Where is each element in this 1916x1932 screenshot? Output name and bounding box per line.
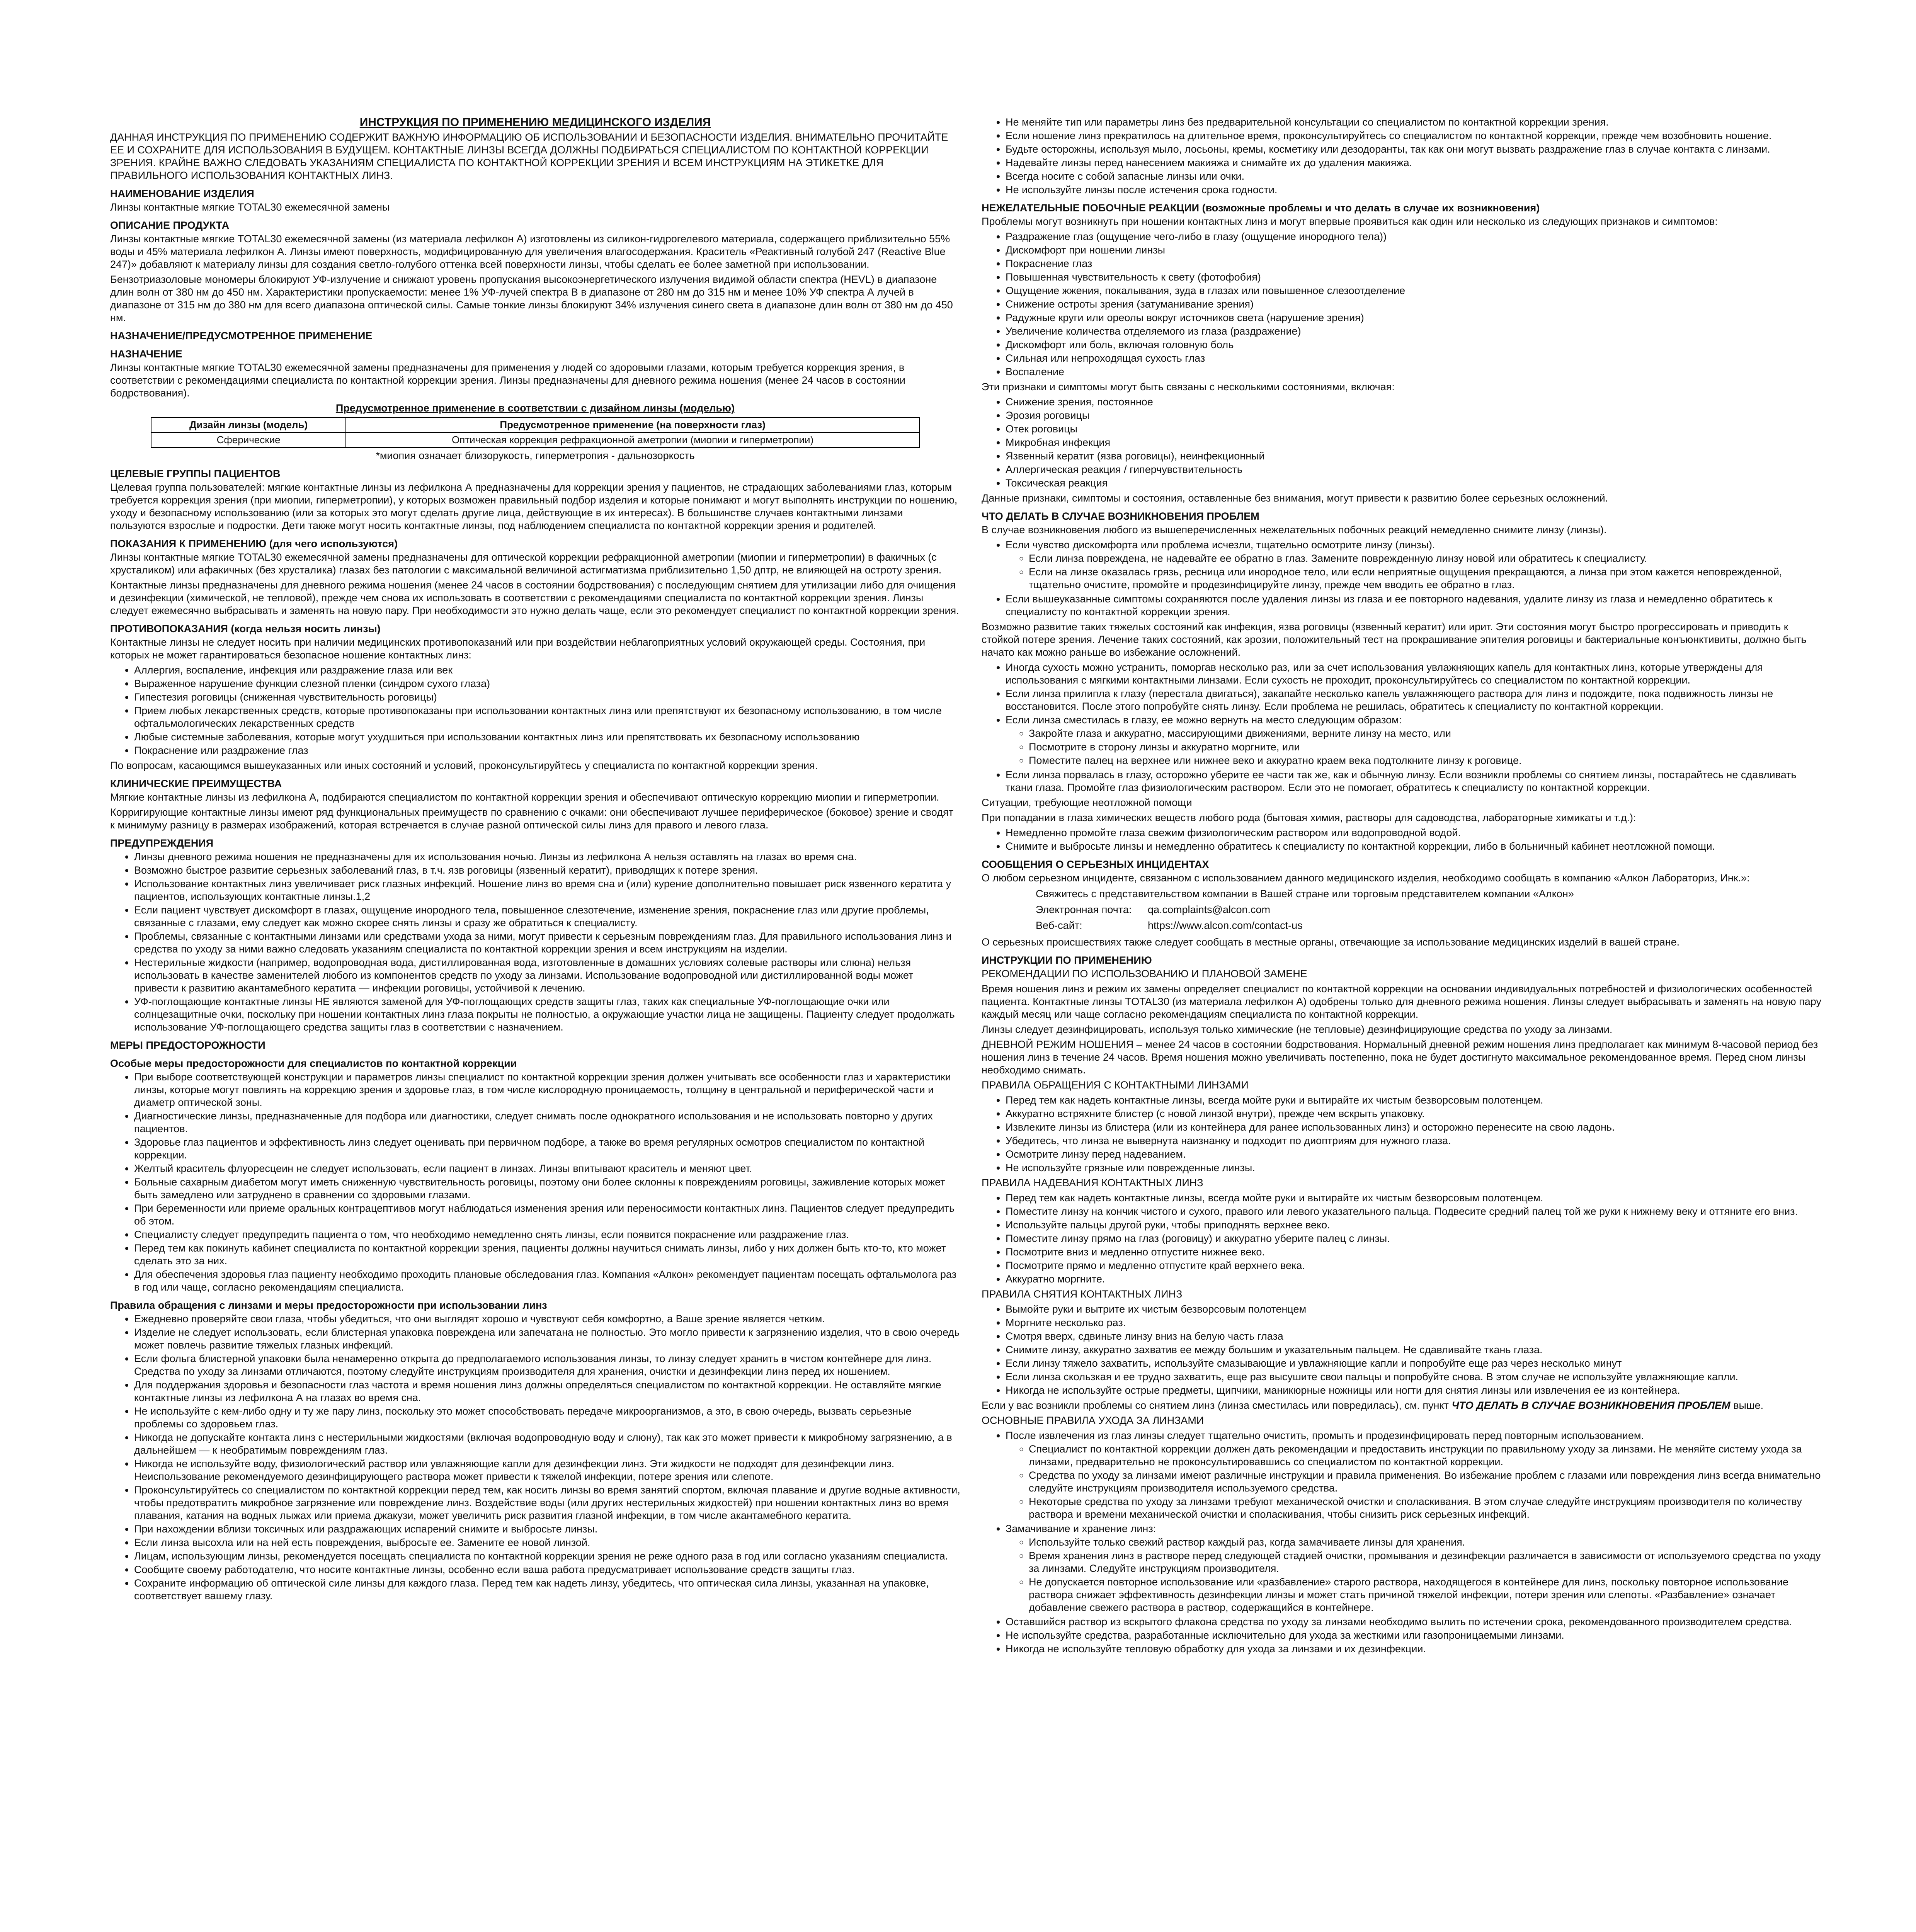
what-to-do-list-2 <box>982 661 1824 794</box>
target-groups-heading: ЦЕЛЕВЫЕ ГРУППЫ ПАЦИЕНТОВ <box>110 468 281 480</box>
list-item: • Аллергия, воспаление, инфекция или раздражение глаза или век <box>134 664 960 677</box>
usage-p1: Время ношения линз и режим их замены определяет специалист по контактной коррекции на основании индивидуальных потребностей и физиологических особенностей пациента. Контактные линзы TOTAL30 (из материала лефилкон А) одобрены только для дневного режима ношения. Линзы следует выбрасывать и заменять на новую пару каждый месяц или чаще согласно рекомендациям специалиста по контактной коррекции. <box>982 983 1821 1020</box>
usage-subheading: РЕКОМЕНДАЦИИ ПО ИСПОЛЬЗОВАНИЮ И ПЛАНОВОЙ ЗАМЕНЕ <box>982 968 1307 980</box>
list-item: • Если вышеуказанные симптомы сохраняются после удаления линзы из глаза и ее повторного надевания, удалите линзу из глаза и немедленно обратитесь к специалисту по контактной коррекции зрения. <box>1006 593 1824 618</box>
removal-problem-note <box>982 1399 1824 1412</box>
right-column <box>982 116 1824 1658</box>
list-item: • Отек роговицы <box>1006 423 1824 435</box>
rules-insert-heading: ПРАВИЛА НАДЕВАНИЯ КОНТАКТНЫХ ЛИНЗ <box>982 1177 1203 1189</box>
list-item: • Если линза порвалась в глазу, осторожно уберите ее части так же, как и обычную линзу. Если возникли проблемы со снятием линзы, постарайтесь не сдавливать ткани глаза. Промойте глаз физиологическим раствором. Если это не помогает, обратитесь к специалисту по контактной коррекции. <box>1006 769 1824 794</box>
list-item: • Радужные круги или ореолы вокруг источников света (нарушение зрения) <box>1006 311 1824 324</box>
list-item-text: Если чувство дискомфорта или проблема исчезли, тщательно осмотрите линзу (линзы). <box>1006 539 1435 551</box>
table-header-use: Предусмотренное применение (на поверхности глаз) <box>346 417 919 432</box>
table-caption: Предусмотренное применение в соответствии с дизайном линзы (моделью) <box>335 402 735 414</box>
list-item: • Специалисту следует предупредить пациента о том, что необходимо немедленно снять линзы, если появится покраснение или раздражение глаз. <box>134 1228 960 1241</box>
list-item: • Дискомфорт при ношении линзы <box>1006 244 1824 257</box>
rules-handling-list <box>982 1094 1824 1174</box>
precautions-list <box>110 1071 960 1294</box>
handling-heading: Правила обращения с линзами и меры предосторожности при использовании линз <box>110 1299 547 1311</box>
precautions-subheading: Особые меры предосторожности для специалистов по контактной коррекции <box>110 1058 517 1069</box>
list-item: ◦ Не допускается повторное использование или «разбавление» старого раствора, находящегося в контейнере для линз, поскольку повторное использование раствора снижает эффективность дезинфекции линзы и может стать причиной тяжелой инфекции, потери зрения или слепоты. «Разбавление» означает добавление свежего раствора в раствор, содержащийся в контейнере. <box>1029 1576 1824 1614</box>
list-item: • Посмотрите прямо и медленно отпустите край верхнего века. <box>1006 1259 1824 1272</box>
description-heading: ОПИСАНИЕ ПРОДУКТА <box>110 219 230 231</box>
list-item: • При нахождении вблизи токсичных или раздражающих испарений снимите и выбросьте линзы. <box>134 1523 960 1536</box>
rules-handling-heading: ПРАВИЛА ОБРАЩЕНИЯ С КОНТАКТНЫМИ ЛИНЗАМИ <box>982 1079 1249 1091</box>
list-item: • Поместите линзу на кончик чистого и сухого, правого или левого указательного пальца. Подвесите средний палец той же руки к нижнему веку и оттяните его вниз. <box>1006 1205 1824 1218</box>
purpose-text: Линзы контактные мягкие TOTAL30 ежемесячной замены предназначены для применения у людей со здоровыми глазами, которым требуется коррекция зрения, в соответствии с рекомендациями специалиста по контактной коррекции зрения. Линзы предназначены для дневного режима ношения (менее 24 часов в состоянии бодрствования). <box>110 362 905 399</box>
description-p2: Бензотриазоловые мономеры блокируют УФ-излучение и снижают уровень пропускания высокоэнергетического излучения видимой области спектра (HEVL) в диапазоне длин волн от 380 нм до 450 нм. Характеристики пропускаемости: менее 1% УФ-лучей спектра В в диапазоне от 280 нм до 315 нм и менее 10% УФ спектра А лучей в диапазоне от 315 нм до 380 нм для всего диапазона оптической силы. Самые тонкие линзы блокируют 34% излучения синего света в диапазоне длин волн от 380 нм до 450 нм. <box>110 274 953 323</box>
sub-list <box>1006 727 1824 767</box>
table-note: *миопия означает близорукость, гиперметропия - дальнозоркость <box>376 450 695 461</box>
list-item: • При выборе соответствующей конструкции и параметров линзы специалист по контактной коррекции зрения должен учитывать все особенности глаз и характеристики линзы, которые могут повлиять на коррекцию зрения и здоровье глаз, в том числе кислородную проницаемость, толщину в центральной и периферической части и диаметр оптической зоны. <box>134 1071 960 1109</box>
list-item: • Если линза высохла или на ней есть повреждения, выбросьте ее. Замените ее новой линзой. <box>134 1536 960 1549</box>
list-item: • Покраснение или раздражение глаз <box>134 744 960 757</box>
contraindications-text: Контактные линзы не следует носить при наличии медицинских противопоказаний или при воздействии неблагоприятных условий окружающей среды. Состояния, при которых не может гарантироваться безопасное ношение контактных линз: <box>110 636 926 661</box>
conditions-list <box>982 396 1824 490</box>
precautions-heading: МЕРЫ ПРЕДОСТОРОЖНОСТИ <box>110 1039 265 1051</box>
list-item: • Смотря вверх, сдвиньте линзу вниз на белую часть глаза <box>1006 1330 1824 1343</box>
list-item: ◦ Закройте глаза и аккуратно, массирующими движениями, верните линзу на место, или <box>1029 727 1824 740</box>
removal-problem-reference: ЧТО ДЕЛАТЬ В СЛУЧАЕ ВОЗНИКНОВЕНИЯ ПРОБЛЕМ <box>1451 1400 1731 1411</box>
list-item: • Прием любых лекарственных средств, которые противопоказаны при использовании контактных линз или препятствуют их безопасному использованию, в том числе офтальмологических лекарственных средств <box>134 704 960 730</box>
list-item: ◦ Поместите палец на верхнее или нижнее веко и аккуратно краем века подтолкните линзу к роговице. <box>1029 754 1824 767</box>
table-cell-design: Сферические <box>151 432 346 447</box>
list-item: • Оставшийся раствор из вскрытого флакона средства по уходу за линзами необходимо вылить по истечении срока, рекомендованного производителем средства. <box>1006 1616 1824 1628</box>
indications-p2: Контактные линзы предназначены для дневного режима ношения (менее 24 часов в состоянии бодрствования) с последующим снятием для утилизации либо для очищения и дезинфекции (химической, не тепловой), прежде чем снова их использовать в соответствии с рекомендациями специалиста по контактной коррекции зрения. Линзы следует ежемесячно выбрасывать и заменять на новую пару. При необходимости это нужно делать чаще, если это рекомендует специалист по контактной коррекции зрения. <box>110 579 959 616</box>
list-item: • Воспаление <box>1006 366 1824 378</box>
list-item: • Язвенный кератит (язва роговицы), неинфекционный <box>1006 450 1824 463</box>
list-item: ◦ Некоторые средства по уходу за линзами требуют механической очистки и споласкивания. В этом случае следуйте инструкциям производителя по количеству раствора и времени механической очистки и споласкивания, чтобы снизить риск серьезных инфекций. <box>1029 1495 1824 1521</box>
adverse-list <box>982 230 1824 378</box>
sub-list <box>1006 1443 1824 1521</box>
email-link[interactable]: qa.complaints@alcon.com <box>1148 904 1271 915</box>
list-item: • Снижение остроты зрения (затуманивание зрения) <box>1006 298 1824 311</box>
list-item: • Больные сахарным диабетом могут иметь сниженную чувствительность роговицы, поэтому они более склонны к повреждениям роговицы, заживление которых может быть замедлено или затруднено в сравнении со здоровыми глазами. <box>134 1176 960 1201</box>
list-item: • Сообщите своему работодателю, что носите контактные линзы, особенно если ваша работа предусматривает использование средств защиты глаз. <box>134 1563 960 1576</box>
list-item: ◦ Используйте только свежий раствор каждый раз, когда замачиваете линзы для хранения. <box>1029 1536 1824 1549</box>
list-item: • Перед тем как надеть контактные линзы, всегда мойте руки и вытирайте их чистым безворсовым полотенцем. <box>1006 1094 1824 1107</box>
list-item: • Аллергическая реакция / гиперчувствительность <box>1006 463 1824 476</box>
list-item: • Токсическая реакция <box>1006 477 1824 490</box>
list-item: • Нестерильные жидкости (например, водопроводная вода, дистиллированная вода, изготовленные в домашних условиях солевые растворы или слюна) нельзя использовать в качестве заменителей любого из компонентов средств по уходу за линзами. Использование водопроводной или дистиллированной воды может привести к развитию акантамебного кератита — инфекции роговицы, устойчивой к лечению. <box>134 956 960 995</box>
email-label: Электронная почта: <box>1036 904 1132 915</box>
removal-problem-text: Если у вас возникли проблемы со снятием линз (линза сместилась или повредилась), см. пункт <box>982 1400 1449 1411</box>
care-heading: ОСНОВНЫЕ ПРАВИЛА УХОДА ЗА ЛИНЗАМИ <box>982 1415 1204 1426</box>
serious-conditions-text: Возможно развитие таких тяжелых состояний как инфекция, язва роговицы (язвенный кератит) или ирит. Эти состояния могут быстро прогрессировать и приводить к стойкой потере зрения. Лечение таких состояний, как эрозии, положительный тест на прокрашивание эпителия роговицы и бактериальные конъюнктивиты, должно быть начато как можно раньше во избежание осложнений. <box>982 621 1807 658</box>
adverse-text: Проблемы могут возникнуть при ношении контактных линз и могут впервые проявиться как один или несколько из следующих признаков и симптомов: <box>982 216 1718 227</box>
incidents-footer: О серьезных происшествиях также следует сообщать в местные органы, отвечающие за использование медицинских изделий в вашей стране. <box>982 936 1680 948</box>
usage-p3: ДНЕВНОЙ РЕЖИМ НОШЕНИЯ – менее 24 часов в состоянии бодрствования. Нормальный дневной режим ношения линз предполагает как минимум 8-часовой период без ношения линз в течение 24 часов. Время ношения можно увеличивать постепенно, пока не будет достигнуто максимальное рекомендованное время. Перед сном линзы необходимо снимать. <box>982 1039 1818 1076</box>
list-item: • Сильная или непроходящая сухость глаз <box>1006 352 1824 365</box>
list-item: • Микробная инфекция <box>1006 436 1824 449</box>
list-item: • Ощущение жжения, покалывания, зуда в глазах или повышенное слезоотделение <box>1006 284 1824 297</box>
table-header-row <box>151 417 919 432</box>
list-item: • Желтый краситель флуоресцеин не следует использовать, если пациент в линзах. Линзы впитывают краситель и меняют цвет. <box>134 1162 960 1175</box>
list-item: • Не используйте с кем-либо одну и ту же пару линз, поскольку это может способствовать передаче микроорганизмов, а это, в свою очередь, вызвать серьезные проблемы со здоровьем глаз. <box>134 1405 960 1430</box>
list-item: ◦ Время хранения линз в растворе перед следующей стадией очистки, промывания и дезинфекции различается в зависимости от используемого средства по уходу за линзами. Следуйте инструкциям производителя. <box>1029 1549 1824 1575</box>
name-text: Линзы контактные мягкие TOTAL30 ежемесячной замены <box>110 201 390 213</box>
list-item <box>1006 714 1824 767</box>
list-item: • Осмотрите линзу перед надеванием. <box>1006 1148 1824 1161</box>
adverse-footer: Данные признаки, симптомы и состояния, оставленные без внимания, могут привести к развитию более серьезных осложнений. <box>982 492 1608 504</box>
purpose-heading: НАЗНАЧЕНИЕ/ПРЕДУСМОТРЕННОЕ ПРИМЕНЕНИЕ <box>110 330 373 342</box>
list-item: • УФ-поглощающие контактные линзы НЕ являются заменой для УФ-поглощающих средств защиты глаз, таких как специальные УФ-поглощающие очки или солнцезащитные очки, поскольку при ношении контактных линз глаза покрыты не полностью, а окружающие участки лица не защищены. Пациенту следует продолжать использование УФ-поглощающего средства защиты глаз в соответствии с назначением. <box>134 995 960 1034</box>
handling-list-continued <box>982 116 1824 196</box>
description-p1: Линзы контактные мягкие TOTAL30 ежемесячной замены (из материала лефилкон А) изготовлены из силикон-гидрогелевого материала, содержащего приблизительно 55% воды и 45% материала лефилкон А. Линзы имеют поверхность, модифицированную для увеличения влагосодержания. Краситель «Реактивный голубой 247 (Reactive Blue 247)» добавляют к материалу линзы для создания светло-голубого оттенка всей поверхности линзы, чтобы сделать ее более заметной при использовании. <box>110 233 950 270</box>
list-item: ◦ Посмотрите в сторону линзы и аккуратно моргните, или <box>1029 741 1824 753</box>
urgent-text: При попадании в глаза химических веществ любого рода (бытовая химия, растворы для садоводства, лабораторные химикаты и т.д.): <box>982 812 1636 823</box>
website-row <box>1036 919 1824 932</box>
list-item: ◦ Если линза повреждена, не надевайте ее обратно в глаз. Замените поврежденную линзу новой или обратитесь к специалисту. <box>1029 552 1824 565</box>
table-row <box>151 432 919 447</box>
sub-list <box>1006 1536 1824 1614</box>
list-item: • Использование контактных линз увеличивает риск глазных инфекций. Ношение линз во время сна и (или) курение дополнительно повышает риск язвенного кератита у пациентов, использующих контактные линзы.1,2 <box>134 878 960 903</box>
list-item-text: Замачивание и хранение линз: <box>1006 1523 1156 1534</box>
list-item: • Проконсультируйтесь со специалистом по контактной коррекции перед тем, как носить линзы во время занятий спортом, включая плавание и другие водные активности, чтобы предотвратить микробное загрязнение или повреждение линз. Воздействие воды (или других нестерильных жидкостей) при ношении контактных линз во время плавания, катания на водных лыжах или приема джакузи, может увеличить риск развития глазной инфекции, в том числе акантамебного кератита. <box>134 1484 960 1522</box>
usage-heading: ИНСТРУКЦИИ ПО ПРИМЕНЕНИЮ <box>982 954 1152 966</box>
rules-remove-list <box>982 1303 1824 1397</box>
adverse-heading: НЕЖЕЛАТЕЛЬНЫЕ ПОБОЧНЫЕ РЕАКЦИИ (возможные проблемы и что делать в случае их возникновения) <box>982 202 1540 214</box>
list-item: • Дискомфорт или боль, включая головную боль <box>1006 338 1824 351</box>
list-item: • Покраснение глаз <box>1006 257 1824 270</box>
handling-list <box>110 1313 960 1602</box>
target-groups-text: Целевая группа пользователей: мягкие контактные линзы из лефилкона А предназначены для коррекции зрения у пациентов, не страдающих заболеваниями глаз, которым требуется коррекция зрения (при миопии, гиперметропии), у которых возможен правильный подбор изделия и которые понимают и могут выполнять инструкции по ношению, уходу и безопасному использованию (или за которых это могут сделать другие лица, действующие в их интересах). В большинстве случаев контактными линзами пользуются взрослые и подростки. Дети также могут носить контактные линзы, под наблюдением специалиста по контактной коррекции зрения и родителей. <box>110 481 958 531</box>
usage-p2: Линзы следует дезинфицировать, используя только химические (не тепловые) дезинфицирующие средства по уходу за линзами. <box>982 1024 1613 1035</box>
list-item: • Извлеките линзы из блистера (или из контейнера для ранее использованных линз) и осторожно перенесите на свою ладонь. <box>1006 1121 1824 1134</box>
list-item: • Если пациент чувствует дискомфорт в глазах, ощущение инородного тела, повышенное слезотечение, изменение зрения, покраснение глаз или другие проблемы, связанные с глазами, ему следует как можно скорее снять линзы и сразу же обратиться к специалисту. <box>134 904 960 929</box>
list-item: • Ежедневно проверяйте свои глаза, чтобы убедиться, что они выглядят хорошо и чувствуют себя комфортно, а Ваше зрение является четким. <box>134 1313 960 1325</box>
list-item: • Выраженное нарушение функции слезной пленки (синдром сухого глаза) <box>134 677 960 690</box>
list-item <box>1006 539 1824 591</box>
removal-problem-tail: выше. <box>1733 1400 1764 1411</box>
list-item: • Снимите линзу, аккуратно захватив ее между большим и указательным пальцем. Не сдавливайте ткань глаза. <box>1006 1344 1824 1356</box>
email-row <box>1036 903 1824 916</box>
list-item: • Для обеспечения здоровья глаз пациенту необходимо проходить плановые обследования глаз. Компания «Алкон» рекомендует пациентам посещать офтальмолога раз в год или чаще, согласно рекомендациям специалиста. <box>134 1268 960 1294</box>
list-item: • Надевайте линзы перед нанесением макияжа и снимайте их до удаления макияжа. <box>1006 156 1824 169</box>
website-link[interactable]: https://www.alcon.com/contact-us <box>1148 920 1303 931</box>
purpose-subheading: НАЗНАЧЕНИЕ <box>110 348 182 360</box>
list-item: • Немедленно промойте глаза свежим физиологическим раствором или водопроводной водой. <box>1006 827 1824 839</box>
list-item: • Перед тем как покинуть кабинет специалиста по контактной коррекции зрения, пациенты должны научиться снимать линзы, либо у них должен быть кто-то, кто может сделать это за них. <box>134 1242 960 1267</box>
list-item: • Здоровье глаз пациентов и эффективность линз следует оценивать при первичном подборе, а также во время регулярных осмотров специалистом по контактной коррекции. <box>134 1136 960 1162</box>
list-item: • Изделие не следует использовать, если блистерная упаковка повреждена или запечатана не полностью. Это могло привести к загрязнению изделия, что в свою очередь может повлечь развитие тяжелых глазных инфекций. <box>134 1326 960 1352</box>
list-item: • Если ношение линз прекратилось на длительное время, проконсультируйтесь со специалистом по контактной коррекции, прежде чем возобновить ношение. <box>1006 129 1824 142</box>
website-label: Веб-сайт: <box>1036 920 1082 931</box>
list-item: • Посмотрите вниз и медленно отпустите нижнее веко. <box>1006 1246 1824 1259</box>
list-item-text: Если линза сместилась в глазу, ее можно вернуть на место следующим образом: <box>1006 714 1402 726</box>
rules-remove-heading: ПРАВИЛА СНЯТИЯ КОНТАКТНЫХ ЛИНЗ <box>982 1288 1183 1300</box>
intro-text: ДАННАЯ ИНСТРУКЦИЯ ПО ПРИМЕНЕНИЮ СОДЕРЖИТ ВАЖНУЮ ИНФОРМАЦИЮ ОБ ИСПОЛЬЗОВАНИИ И БЕЗОПАСНОСТИ ИЗДЕЛИЯ. ВНИМАТЕЛЬНО ПРОЧИТАЙТЕ ЕЕ И СОХРАНИТЕ ДЛЯ ИСПОЛЬЗОВАНИЯ В БУДУЩЕМ. КОНТАКТНЫЕ ЛИНЗЫ ВСЕГДА ДОЛЖНЫ ПОДБИРАТЬСЯ СПЕЦИАЛИСТОМ ПО КОНТАКТНОЙ КОРРЕКЦИИ ЗРЕНИЯ. КРАЙНЕ ВАЖНО СЛЕДОВАТЬ УКАЗАНИЯМ СПЕЦИАЛИСТА ПО КОНТАКТНОЙ КОРРЕКЦИИ ЗРЕНИЯ И ВСЕМ ИНСТРУКЦИЯМ НА ЭТИКЕТКЕ ДЛЯ ПРАВИЛЬНОГО ИСПОЛЬЗОВАНИЯ КОНТАКТНЫХ ЛИНЗ. <box>110 131 948 181</box>
list-item: • Если линза прилипла к глазу (перестала двигаться), закапайте несколько капель увлажняющего раствора для линз и подождите, пока подвижность линзы не восстановится. После этого попробуйте снять линзу. Если проблема не решилась, обратитесь к специалисту по контактной коррекции. <box>1006 687 1824 713</box>
list-item: • Увеличение количества отделяемого из глаза (раздражение) <box>1006 325 1824 338</box>
what-to-do-heading: ЧТО ДЕЛАТЬ В СЛУЧАЕ ВОЗНИКНОВЕНИЯ ПРОБЛЕМ <box>982 510 1259 522</box>
list-item: • Линзы дневного режима ношения не предназначены для их использования ночью. Линзы из лефилкона А нельзя оставлять на глазах во время сна. <box>134 850 960 863</box>
list-item: • Сохраните информацию об оптической силе линзы для каждого глаза. Перед тем как надеть линзу, убедитесь, что оптическая сила линзы, указанная на упаковке, соответствует вашему глазу. <box>134 1577 960 1602</box>
list-item <box>1006 1522 1824 1614</box>
incidents-heading: СООБЩЕНИЯ О СЕРЬЕЗНЫХ ИНЦИДЕНТАХ <box>982 859 1209 870</box>
urgent-heading: Ситуации, требующие неотложной помощи <box>982 797 1192 808</box>
list-item: • Диагностические линзы, предназначенные для подбора или диагностики, следует снимать после однократного использования и не использовать повторно у других пациентов. <box>134 1110 960 1135</box>
list-item: • Поместите линзу прямо на глаз (роговицу) и аккуратно уберите палец с линзы. <box>1006 1232 1824 1245</box>
list-item: • Аккуратно моргните. <box>1006 1273 1824 1286</box>
list-item: • Не используйте грязные или поврежденные линзы. <box>1006 1162 1824 1174</box>
list-item: • Проблемы, связанные с контактными линзами или средствами ухода за ними, могут привести к серьезным повреждениям глаз. Для правильного использования линз и средства по уходу за ними важно следовать указаниям специалиста по контактной коррекции зрения и всем инструкциям на изделии. <box>134 930 960 956</box>
list-item: • Используйте пальцы другой руки, чтобы приподнять верхнее веко. <box>1006 1219 1824 1231</box>
list-item: • Никогда не используйте воду, физиологический раствор или увлажняющие капли для дезинфекции линз. Эти жидкости не подходят для дезинфекции линз. Неиспользование рекомендуемого дезинфицирующего раствора может привести к тяжелой инфекции, потере зрения или слепоте. <box>134 1458 960 1483</box>
care-list <box>982 1429 1824 1655</box>
list-item: • Гипестезия роговицы (сниженная чувствительность роговицы) <box>134 691 960 704</box>
list-item: • При беременности или приеме оральных контрацептивов могут наблюдаться изменения зрения или переносимости контактных линз. Пациентов следует предупредить об этом. <box>134 1202 960 1228</box>
warnings-heading: ПРЕДУПРЕЖДЕНИЯ <box>110 837 214 849</box>
indications-heading: ПОКАЗАНИЯ К ПРИМЕНЕНИЮ (для чего используются) <box>110 538 398 549</box>
contraindications-footer: По вопросам, касающимся вышеуказанных или иных состояний и условий, проконсультируйтесь у специалиста по контактной коррекции зрения. <box>110 760 818 771</box>
contraindications-list <box>110 664 960 757</box>
list-item: ◦ Специалист по контактной коррекции должен дать рекомендации и предоставить инструкции по правильному уходу за линзами. Не меняйте систему ухода за линзами, предварительно не проконсультировавшись со специалистом по контактной коррекции. <box>1029 1443 1824 1468</box>
sub-list <box>1006 552 1824 591</box>
list-item: ◦ Средства по уходу за линзами имеют различные инструкции и правила применения. Во избежание проблем с глазами или повреждения линз всегда внимательно следуйте инструкциям производителя используемого средства. <box>1029 1469 1824 1495</box>
conditions-text: Эти признаки и симптомы могут быть связаны с несколькими состояниями, включая: <box>982 381 1395 393</box>
list-item: • Раздражение глаз (ощущение чего-либо в глазу (ощущение инородного тела)) <box>1006 230 1824 243</box>
list-item: • Снимите и выбросьте линзы и немедленно обратитесь к специалисту по контактной коррекции, либо в больничный кабинет неотложной помощи. <box>1006 840 1824 853</box>
list-item <box>1006 1429 1824 1521</box>
list-item: • Никогда не используйте острые предметы, щипчики, маникюрные ножницы или ногти для снятия линзы или извлечения ее из контейнера. <box>1006 1384 1824 1397</box>
warnings-list <box>110 850 960 1034</box>
table-cell-use: Оптическая коррекция рефракционной аметропии (миопии и гиперметропии) <box>346 432 919 447</box>
what-to-do-list <box>982 539 1824 618</box>
indications-p1: Линзы контактные мягкие TOTAL30 ежемесячной замены предназначены для оптической коррекции рефракционной аметропии (миопии и гиперметропии) в факичных (с хрусталиком) или афакичных (без хрусталика) глазах без патологии с максимальной величиной астигматизма приблизительно 1,50 дптр, не влияющей на остроту зрения. <box>110 551 942 576</box>
list-item-text: После извлечения из глаз линзы следует тщательно очистить, промыть и продезинфицировать перед повторным использованием. <box>1006 1430 1644 1441</box>
rules-insert-list <box>982 1192 1824 1286</box>
list-item: • Любые системные заболевания, которые могут ухудшиться при использовании контактных линз или препятствовать их безопасному использованию <box>134 731 960 743</box>
clinical-p1: Мягкие контактные линзы из лефилкона А, подбираются специалистом по контактной коррекции зрения и обеспечивают оптическую коррекцию миопии и гиперметропии. <box>110 791 939 803</box>
contact-line-text: Свяжитесь с представительством компании в Вашей стране или торговым представителем компании «Алкон» <box>1036 888 1574 900</box>
list-item: • Никогда не допускайте контакта линз с нестерильными жидкостями (включая водопроводную воду и слюну), так как это может привести к микробному загрязнению, а в дальнейшем — к необратимым повреждениям глаз. <box>134 1431 960 1457</box>
list-item: • Не используйте средства, разработанные исключительно для ухода за жесткими или газопроницаемыми линзами. <box>1006 1629 1824 1642</box>
intended-use-table <box>151 417 920 448</box>
list-item: • Будьте осторожны, используя мыло, лосьоны, кремы, косметику или дезодоранты, так как они могут вызвать раздражение глаз в случае контакта с линзами. <box>1006 143 1824 156</box>
list-item: • Если линза скользкая и ее трудно захватить, еще раз высушите свои пальцы и попробуйте снова. В этом случае не используйте увлажняющие капли. <box>1006 1371 1824 1383</box>
contact-line <box>1036 888 1824 900</box>
list-item: ◦ Если на линзе оказалась грязь, ресница или инородное тело, или если неприятные ощущения прекращаются, а линза при этом кажется неповрежденной, тщательно очистите, промойте и продезинфицируйте линзу, прежде чем вводить ее обратно в глаз. <box>1029 566 1824 591</box>
list-item: • Вымойте руки и вытрите их чистым безворсовым полотенцем <box>1006 1303 1824 1316</box>
list-item: • Не используйте линзы после истечения срока годности. <box>1006 184 1824 196</box>
name-heading: НАИМЕНОВАНИЕ ИЗДЕЛИЯ <box>110 188 254 199</box>
list-item: • Возможно быстрое развитие серьезных заболеваний глаз, в т.ч. язв роговицы (язвенный кератит), приводящих к потере зрения. <box>134 864 960 877</box>
list-item: • Если фольга блистерной упаковки была ненамеренно открыта до предполагаемого использования линзы, то линзу следует хранить в чистом контейнере для линз. Средства по уходу за линзами отличаются, поэтому следуйте инструкциям производителя для хранения, очистки и дезинфекции линз перед их ношением. <box>134 1352 960 1378</box>
list-item: • Лицам, использующим линзы, рекомендуется посещать специалиста по контактной коррекции зрения не реже одного раза в год или согласно указаниям специалиста. <box>134 1550 960 1563</box>
list-item: • Если линзу тяжело захватить, используйте смазывающие и увлажняющие капли и попробуйте еще раз через несколько минут <box>1006 1357 1824 1370</box>
table-header-design: Дизайн линзы (модель) <box>151 417 346 432</box>
list-item: • Никогда не используйте тепловую обработку для ухода за линзами и их дезинфекции. <box>1006 1643 1824 1655</box>
list-item: • Всегда носите с собой запасные линзы или очки. <box>1006 170 1824 183</box>
list-item: • Моргните несколько раз. <box>1006 1316 1824 1329</box>
contraindications-heading: ПРОТИВОПОКАЗАНИЯ (когда нельзя носить линзы) <box>110 623 381 634</box>
what-to-do-text: В случае возникновения любого из вышеперечисленных нежелательных побочных реакций немедленно снимите линзу (линзы). <box>982 524 1607 536</box>
clinical-p2: Корригирующие контактные линзы имеют ряд функциональных преимуществ по сравнению с очками: они обеспечивают лучшее периферическое (боковое) зрение и сводят к минимуму разницу в размерах изображений, которая встречается в случае разной оптической силы линз для правого и левого глаза. <box>110 806 953 831</box>
list-item: • Перед тем как надеть контактные линзы, всегда мойте руки и вытирайте их чистым безворсовым полотенцем. <box>1006 1192 1824 1204</box>
document-title: ИНСТРУКЦИЯ ПО ПРИМЕНЕНИЮ МЕДИЦИНСКОГО ИЗДЕЛИЯ <box>359 116 711 129</box>
left-column <box>110 116 960 1605</box>
list-item: • Иногда сухость можно устранить, поморгав несколько раз, или за счет использования увлажняющих капель для контактных линз, которые утверждены для использования с мягкими контактными линзами. Если сухость не проходит, проконсультируйтесь со специалистом по контактной коррекции. <box>1006 661 1824 687</box>
list-item: • Убедитесь, что линза не вывернута наизнанку и подходит по диоптриям для нужного глаза. <box>1006 1134 1824 1147</box>
contacts-block <box>1036 888 1824 932</box>
list-item: • Не меняйте тип или параметры линз без предварительной консультации со специалистом по контактной коррекции зрения. <box>1006 116 1824 129</box>
list-item: • Снижение зрения, постоянное <box>1006 396 1824 408</box>
clinical-heading: КЛИНИЧЕСКИЕ ПРЕИМУЩЕСТВА <box>110 778 282 789</box>
list-item: • Эрозия роговицы <box>1006 409 1824 422</box>
list-item: • Повышенная чувствительность к свету (фотофобия) <box>1006 271 1824 284</box>
incidents-text: О любом серьезном инциденте, связанном с использованием данного медицинского изделия, необходимо сообщать в компанию «Алкон Лабораториз, Инк.»: <box>982 872 1750 884</box>
list-item: • Для поддержания здоровья и безопасности глаз частота и время ношения линз должны определяться специалистом по контактной коррекции. Не оставляйте мягкие контактные линзы из лефилкона А на глазах во время сна. <box>134 1379 960 1404</box>
list-item: • Аккуратно встряхните блистер (с новой линзой внутри), прежде чем вскрыть упаковку. <box>1006 1107 1824 1120</box>
urgent-list <box>982 827 1824 853</box>
